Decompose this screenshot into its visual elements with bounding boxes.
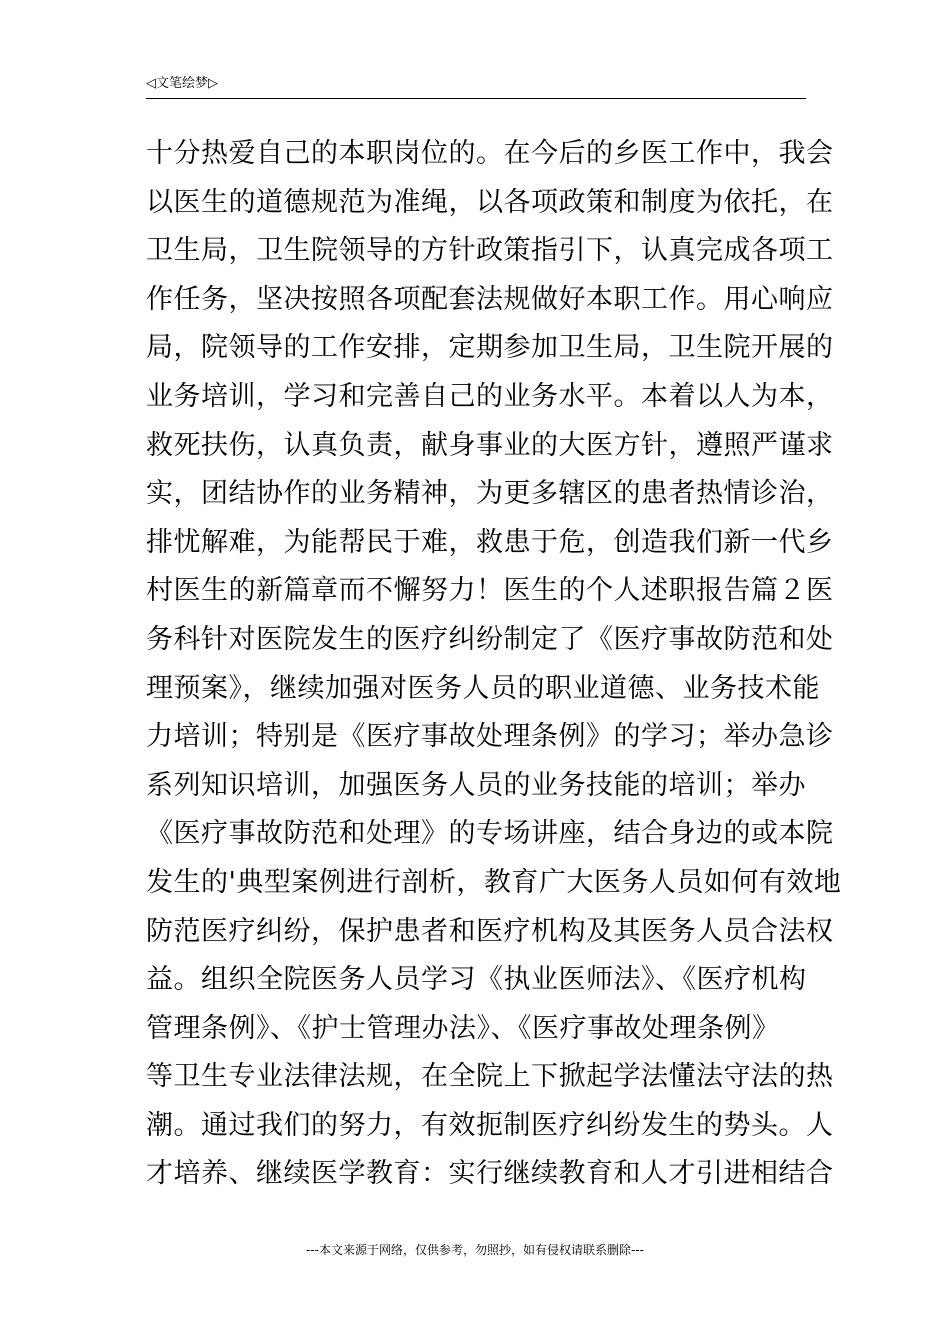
text-line: 发生的'典型案例进行剖析，教育广大医务人员如何有效地 [146, 866, 842, 898]
text-line: 业务培训，学习和完善自己的业务水平。本着以人为本， [146, 380, 834, 412]
text-line: 局，院领导的工作安排，定期参加卫生局，卫生院开展的 [146, 332, 834, 364]
text-line: 务科针对医院发生的医疗纠纷制定了《医疗事故防范和处 [146, 623, 834, 655]
text-line: 《医疗事故防范和处理》的专场讲座，结合身边的或本院 [146, 818, 834, 850]
text-line: 理预案》，继续加强对医务人员的职业道德、业务技术能 [146, 672, 820, 704]
body-text [146, 130, 842, 1199]
text-line: 才培养、继续医学教育：实行继续教育和人才引进相结合 [146, 1158, 834, 1190]
text-line: 潮。通过我们的努力，有效扼制医疗纠纷发生的势头。人 [146, 1109, 834, 1141]
text-line: 以医生的道德规范为准绳，以各项政策和制度为依托，在 [146, 186, 834, 218]
text-line: 村医生的新篇章而不懈努力！医生的个人述职报告篇２医 [146, 575, 834, 607]
text-line: 管理条例》、《护士管理办法》、《医疗事故处理条例》 [146, 1012, 780, 1044]
text-line: 排忧解难，为能帮民于难，救患于危，创造我们新一代乡 [146, 526, 834, 558]
text-line: 力培训；特别是《医疗事故处理条例》的学习；举办急诊 [146, 721, 834, 753]
text-line: 实，团结协作的业务精神，为更多辖区的患者热情诊治， [146, 478, 834, 510]
text-line: 救死扶伤，认真负责，献身事业的大医方针，遵照严谨求 [146, 429, 834, 461]
page-header [146, 72, 806, 99]
text-line: 防范医疗纠纷，保护患者和医疗机构及其医务人员合法权 [146, 915, 834, 947]
text-line: 等卫生专业法律法规，在全院上下掀起学法懂法守法的热 [146, 1061, 834, 1093]
text-line: 作任务，坚决按照各项配套法规做好本职工作。用心响应 [146, 283, 834, 315]
header-title: ◁文笔绘梦▷ [146, 76, 218, 91]
text-line: 系列知识培训，加强医务人员的业务技能的培训；举办 [146, 769, 806, 801]
text-line: 卫生局，卫生院领导的方针政策指引下，认真完成各项工 [146, 235, 834, 267]
text-line: 十分热爱自己的本职岗位的。在今后的乡医工作中，我会 [146, 138, 834, 169]
text-line: 益。组织全院医务人员学习《执业医师法》、《医疗机构 [146, 964, 807, 996]
page-footer: ---本文来源于网络，仅供参考，勿照抄，如有侵权请联系删除--- [306, 1243, 644, 1257]
